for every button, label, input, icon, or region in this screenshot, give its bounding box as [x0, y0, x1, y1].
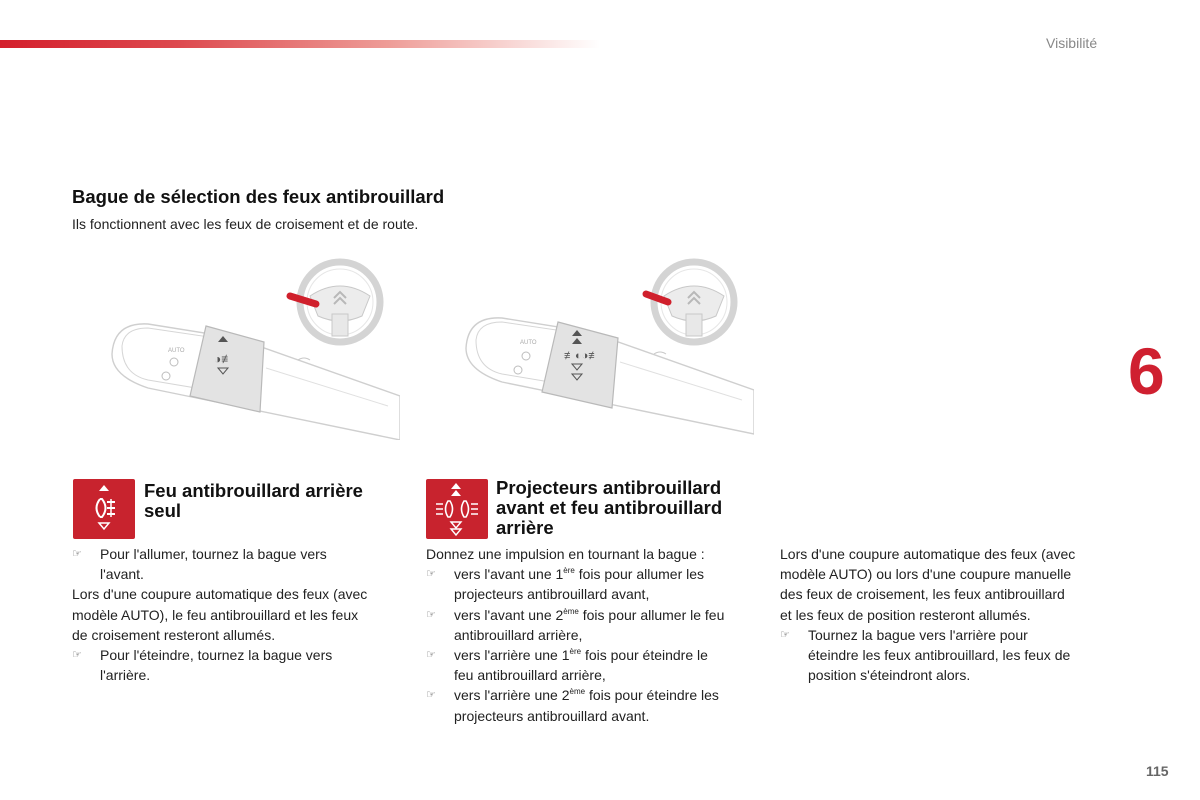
header-accent-bar: [0, 40, 600, 48]
pointing-hand-icon: ☞: [426, 649, 436, 662]
instruction-text: Pour l'éteindre, tournez la bague vers: [100, 647, 333, 664]
front-and-rear-fog-light-icon: [426, 479, 488, 539]
instruction-text: vers l'avant une 1ère fois pour allumer les: [454, 566, 705, 583]
paragraph-line: de croisement resteront allumés.: [72, 626, 276, 643]
instruction-text: l'arrière.: [100, 667, 151, 684]
steering-wheel-icon: [646, 262, 734, 342]
list-item: [72, 645, 402, 685]
auto-cutoff-info: [780, 544, 1120, 685]
instruction-text: feu antibrouillard arrière,: [454, 667, 606, 684]
svg-text:≢◐◑≢: ≢◐◑≢: [564, 350, 600, 362]
rear-fog-instructions: [72, 544, 402, 685]
list-item: [426, 564, 766, 604]
instruction-text: Pour l'allumer, tournez la bague vers: [100, 546, 327, 562]
instruction-text: position s'éteindront alors.: [808, 667, 971, 684]
list-item: [780, 625, 1120, 686]
instruction-text: Tournez la bague vers l'arrière pour: [808, 626, 1028, 643]
front-rear-fog-title-line: avant et feu antibrouillard: [496, 497, 723, 518]
rear-fog-title-line: seul: [144, 500, 182, 521]
pointing-hand-icon: ☞: [426, 608, 436, 621]
list-item: [426, 685, 766, 725]
instruction-text: vers l'arrière une 1ère fois pour éteindre le: [454, 647, 708, 664]
pointing-hand-icon: ☞: [72, 548, 82, 560]
svg-text:◑≢: ◑≢: [214, 352, 234, 366]
paragraph-line: Donnez une impulsion en tournant la bague :: [426, 546, 705, 562]
pointing-hand-icon: ☞: [426, 568, 436, 581]
instruction-text: vers l'avant une 2ème fois pour allumer le feu: [454, 606, 725, 623]
page-number: 115: [1146, 763, 1169, 779]
front-rear-fog-title-line: Projecteurs antibrouillard: [496, 477, 722, 498]
instruction-text: projecteurs antibrouillard avant.: [454, 707, 650, 724]
list-item: [426, 645, 766, 685]
chapter-number: 6: [1128, 334, 1165, 408]
illustration-front-rear-fog-stalk: [462, 256, 754, 440]
steering-wheel-icon: [290, 262, 380, 342]
illustration-rear-fog-stalk: [108, 256, 400, 440]
paragraph-line: des feux de croisement, les feux antibrouillard: [780, 586, 1065, 603]
rear-fog-title-line: Feu antibrouillard arrière: [144, 480, 363, 501]
list-item: [72, 544, 402, 584]
instruction-text: l'avant.: [100, 566, 144, 583]
page-title: Bague de sélection des feux antibrouillard: [72, 186, 445, 207]
front-rear-fog-title-line: arrière: [496, 517, 554, 538]
rear-fog-title: [144, 481, 363, 521]
instruction-text: antibrouillard arrière,: [454, 626, 583, 643]
paragraph-line: Lors d'une coupure automatique des feux (avec: [72, 586, 368, 603]
pointing-hand-icon: ☞: [72, 649, 82, 662]
instruction-text: projecteurs antibrouillard avant,: [454, 586, 650, 603]
list-item: [426, 605, 766, 645]
instruction-text: éteindre les feux antibrouillard, les feux de: [808, 647, 1071, 664]
stalk-auto-label: AUTO: [520, 340, 537, 346]
intro-text: Ils fonctionnent avec les feux de croisement et de route.: [72, 216, 419, 232]
front-rear-fog-instructions: [426, 544, 766, 726]
rear-fog-light-icon: [73, 479, 135, 539]
stalk-auto-label: AUTO: [168, 348, 185, 354]
paragraph-line: modèle AUTO), le feu antibrouillard et les feux: [72, 606, 359, 623]
section-header: Visibilité: [1046, 35, 1098, 51]
pointing-hand-icon: ☞: [780, 628, 790, 641]
pointing-hand-icon: ☞: [426, 689, 436, 702]
front-rear-fog-title: [496, 478, 722, 538]
paragraph-line: Lors d'une coupure automatique des feux (avec: [780, 546, 1076, 562]
instruction-text: vers l'arrière une 2ème fois pour éteindre les: [454, 687, 719, 704]
paragraph-line: modèle AUTO) ou lors d'une coupure manuelle: [780, 566, 1072, 583]
paragraph-line: et les feux de position resteront allumés.: [780, 606, 1031, 623]
